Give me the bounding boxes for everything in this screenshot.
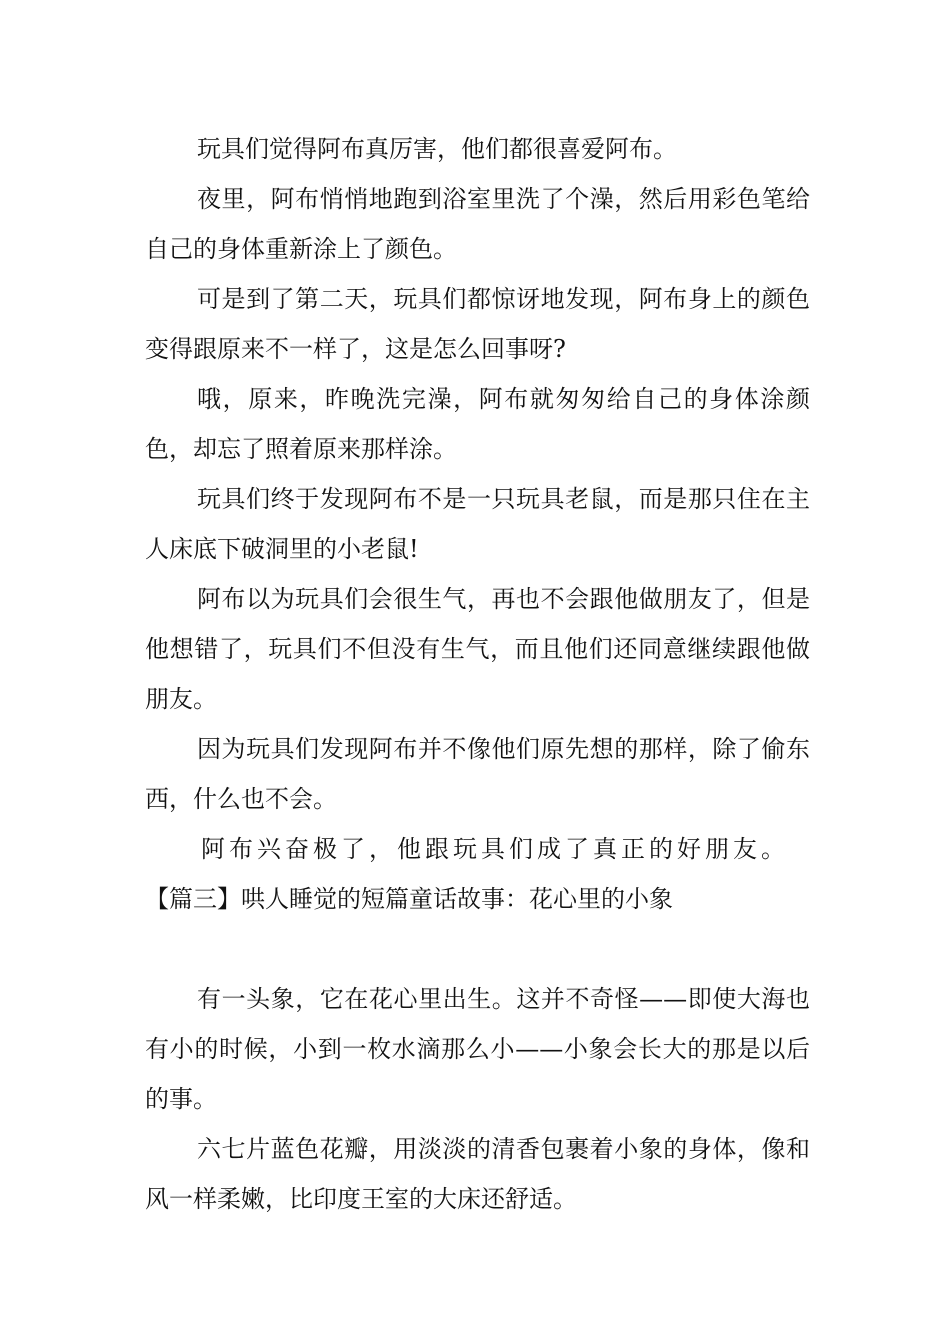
paragraph: 有一头象，它在花心里出生。这并不奇怪——即使大海也有小的时候，小到一枚水滴那么小——小象会长大的那是以后的事。 xyxy=(145,985,810,1113)
paragraph: 夜里，阿布悄悄地跑到浴室里洗了个澡，然后用彩色笔给自己的身体重新涂上了颜色。 xyxy=(145,185,810,263)
paragraph: 阿布以为玩具们会很生气，再也不会跟他做朋友了，但是他想错了，玩具们不但没有生气，而且他们还同意继续跟他做朋友。 xyxy=(145,585,810,713)
paragraph: 哦，原来，昨晚洗完澡，阿布就匆匆给自己的身体涂颜色，却忘了照着原来那样涂。 xyxy=(145,385,810,463)
paragraph: 六七片蓝色花瓣，用淡淡的清香包裹着小象的身体，像和风一样柔嫩，比印度王室的大床还舒适。 xyxy=(145,1135,810,1213)
paragraph: 因为玩具们发现阿布并不像他们原先想的那样，除了偷东西，什么也不会。 xyxy=(145,735,810,813)
section-heading: 【篇三】哄人睡觉的短篇童话故事：花心里的小象 xyxy=(145,885,673,913)
document-body xyxy=(145,124,810,1224)
blank-line xyxy=(145,924,810,974)
paragraph: 玩具们终于发现阿布不是一只玩具老鼠，而是那只住在主人床底下破洞里的小老鼠! xyxy=(145,485,810,563)
paragraph: 阿布兴奋极了，他跟玩具们成了真正的好朋友。 xyxy=(201,835,789,863)
paragraph: 可是到了第二天，玩具们都惊讶地发现，阿布身上的颜色变得跟原来不一样了，这是怎么回事呀? xyxy=(145,285,810,363)
paragraph: 玩具们觉得阿布真厉害，他们都很喜爱阿布。 xyxy=(197,135,677,163)
